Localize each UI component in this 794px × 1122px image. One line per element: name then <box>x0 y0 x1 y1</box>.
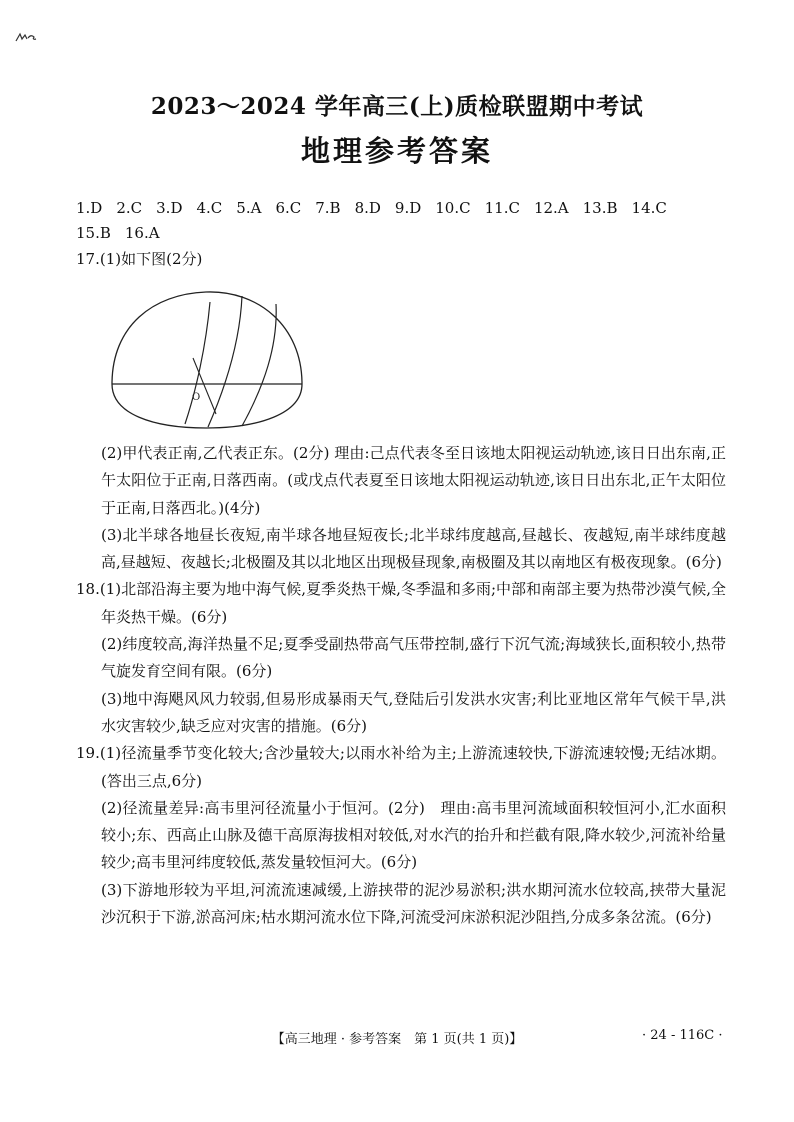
answer-item: 11.C <box>484 199 520 217</box>
corner-scribble-icon <box>14 30 38 44</box>
paragraph-17-2: (2)甲代表正南,乙代表正东。(2分) 理由:己点代表冬至日该地太阳视运动轨迹,该日日出东南,正午太阳位于正南,日落西南。(或戊点代表夏至日该地太阳视运动轨迹,该日日出东北,正午太阳位于正南,日落西北。)(4分) <box>101 444 726 517</box>
paragraph-17-3: (3)北半球各地昼长夜短,南半球各地昼短夜长;北半球纬度越高,昼越长、夜越短,南半球纬度越高,昼越短、夜越长;北极圈及其以北地区出现极昼现象,南极圈及其以南地区有极夜现象。(6分) <box>101 525 726 572</box>
answer-item: 13.B <box>582 199 618 217</box>
answer-item: 5.A <box>236 199 262 217</box>
answer-item: 6.C <box>275 199 302 217</box>
answer-item: 10.C <box>435 199 471 217</box>
footer-code: · 24 - 116C · <box>642 1028 723 1043</box>
dome-outline <box>112 292 302 428</box>
answer-item: 12.A <box>533 199 569 217</box>
page-title: 2023～2024 学年高三(上)质检联盟期中考试 <box>150 93 644 120</box>
page-subtitle: 地理参考答案 <box>300 134 493 168</box>
answer-content <box>76 440 726 931</box>
answer-item: 4.C <box>196 199 223 217</box>
answer-item: 2.C <box>116 199 143 217</box>
answer-item: 15.B <box>76 224 111 242</box>
sun-path-1 <box>185 302 210 424</box>
answer-item: 9.D <box>394 199 422 217</box>
sun-path-3 <box>242 304 276 426</box>
answer-item: 7.B <box>315 199 341 217</box>
paragraph-18-1: 18.(1)北部沿海主要为地中海气候,夏季炎热干燥,冬季温和多雨;中部和南部主要为热带沙漠气候,全年炎热干燥。(6分) <box>76 580 726 626</box>
paragraph-18-2: (2)纬度较高,海洋热量不足;夏季受副热带高气压带控制,盛行下沉气流;海域狭长,面积较小,热带气旋发育空间有限。(6分) <box>101 635 726 681</box>
answer-item: 14.C <box>631 199 667 217</box>
answer-item: 3.D <box>156 199 183 217</box>
answer-item: 8.D <box>354 199 381 217</box>
paragraph-19-1: 19.(1)径流量季节变化较大;含沙量较大;以雨水补给为主;上游流速较快,下游流速较慢;无结冰期。(答出三点,6分) <box>76 744 726 790</box>
paragraph-19-3: (3)下游地形较为平坦,河流流速减缓,上游挟带的泥沙易淤积;洪水期河流水位较高,挟带大量泥沙沉积于下游,淤高河床;枯水期河流水位下降,河流受河床淤积泥沙阻挡,分成多条岔流。(6分) <box>101 880 726 927</box>
answer-key-line-1 <box>76 196 736 221</box>
sun-path-diagram <box>108 286 308 434</box>
answer-key-line-2 <box>76 221 736 246</box>
point-label-o: O <box>192 392 201 403</box>
answer-item: 16.A <box>124 224 160 242</box>
answer-item: 1.D <box>76 199 103 217</box>
answer-key <box>76 196 736 246</box>
paragraph-18-3: (3)地中海飓风风力较弱,但易形成暴雨天气,登陆后引发洪水灾害;利比亚地区常年气候干旱,洪水灾害较少,缺乏应对灾害的措施。(6分) <box>101 689 726 735</box>
paragraph-19-2: (2)径流量差异:高韦里河径流量小于恒河。(2分) 理由:高韦里河流域面积较恒河小,汇水面积较小;东、西高止山脉及德干高原海拔相对较低,对水汽的抬升和拦截有限,降水较少,河流补给量较少;高韦里河纬度较低,蒸发量较恒河大。(6分) <box>101 798 726 872</box>
footer-page-info: 【高三地理 · 参考答案 第 1 页(共 1 页)】 <box>271 1032 523 1047</box>
question-17-intro: 17.(1)如下图(2分) <box>76 250 203 268</box>
